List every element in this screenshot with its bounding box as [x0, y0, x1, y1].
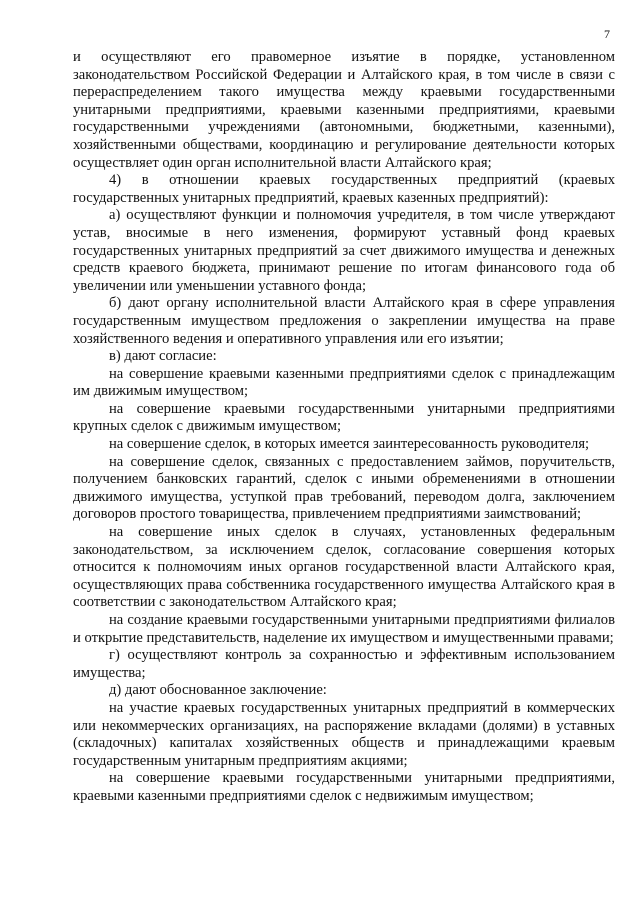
paragraph-7: на совершение краевыми государственными унитарными предприятиями крупных сделок с движимым имуществом;	[73, 400, 615, 435]
paragraph-9: на совершение сделок, связанных с предоставлением займов, поручительств, получением банковских гарантий, сделок с иными обременениями в отношении движимого имущества, уступкой прав требований, переводом долга, заключением договоров простого товарищества, привлечением предприятиями заимствований;	[73, 453, 615, 523]
paragraph-4: б) дают органу исполнительной власти Алтайского края в сфере управления государственным имуществом предложения о закреплении имущества на праве хозяйственного ведения и оперативного управления или его изъятии;	[73, 295, 615, 347]
paragraph-2: 4) в отношении краевых государственных предприятий (краевых государственных унитарных предприятий, краевых казенных предприятий):	[73, 172, 615, 206]
paragraph-6: на совершение краевыми казенными предприятиями сделок с принадлежащим им движимым имуществом;	[73, 365, 615, 400]
page-number: 7	[604, 27, 610, 41]
document-body	[73, 49, 615, 806]
paragraph-11: на создание краевыми государственными унитарными предприятиями филиалов и открытие представительств, наделение их имуществом и имущественными правами;	[73, 612, 615, 646]
paragraph-10: на совершение иных сделок в случаях, установленных федеральным законодательством, за исключением сделок, согласование совершения которых относится к полномочиям иных органов государственной власти Алтайского края, осуществляющих права собственника государственного имущества Алтайского края в соответствии с законодательством Алтайского края;	[73, 524, 615, 611]
paragraph-12: г) осуществляют контроль за сохранностью и эффективным использованием имущества;	[73, 647, 615, 681]
paragraph-15: на совершение краевыми государственными унитарными предприятиями, краевыми казенными предприятиями сделок с недвижимым имуществом;	[73, 770, 615, 804]
paragraph-13: д) дают обоснованное заключение:	[109, 682, 327, 699]
paragraph-5: в) дают согласие:	[109, 348, 217, 365]
paragraph-3: а) осуществляют функции и полномочия учредителя, в том числе утверждают устав, вносимые в него изменения, формируют уставный фонд краевых государственных унитарных предприятий за счет движимого имущества и денежных средств краевого бюджета, принимают решение по итогам финансового года об увеличении или уменьшении уставного фонда;	[73, 207, 615, 294]
paragraph-1: и осуществляют его правомерное изъятие в порядке, установленном законодательством Российской Федерации и Алтайского края, в том числе в связи с перераспределением такого имущества между краевыми государственными унитарными предприятиями, краевыми казенными предприятиями, краевыми государственными учреждениями (автономными, бюджетными, казенными), хозяйственными обществами, координацию и регулирование деятельности которых осуществляет один орган исполнительной власти Алтайского края;	[73, 49, 615, 171]
paragraph-8: на совершение сделок, в которых имеется заинтересованность руководителя;	[109, 436, 590, 453]
paragraph-14: на участие краевых государственных унитарных предприятий в коммерческих или некоммерческих организациях, на распоряжение вкладами (долями) в уставных (складочных) капиталах хозяйственных обществ и принадлежащими краевым государственным унитарным предприятиям акциями;	[73, 699, 615, 769]
